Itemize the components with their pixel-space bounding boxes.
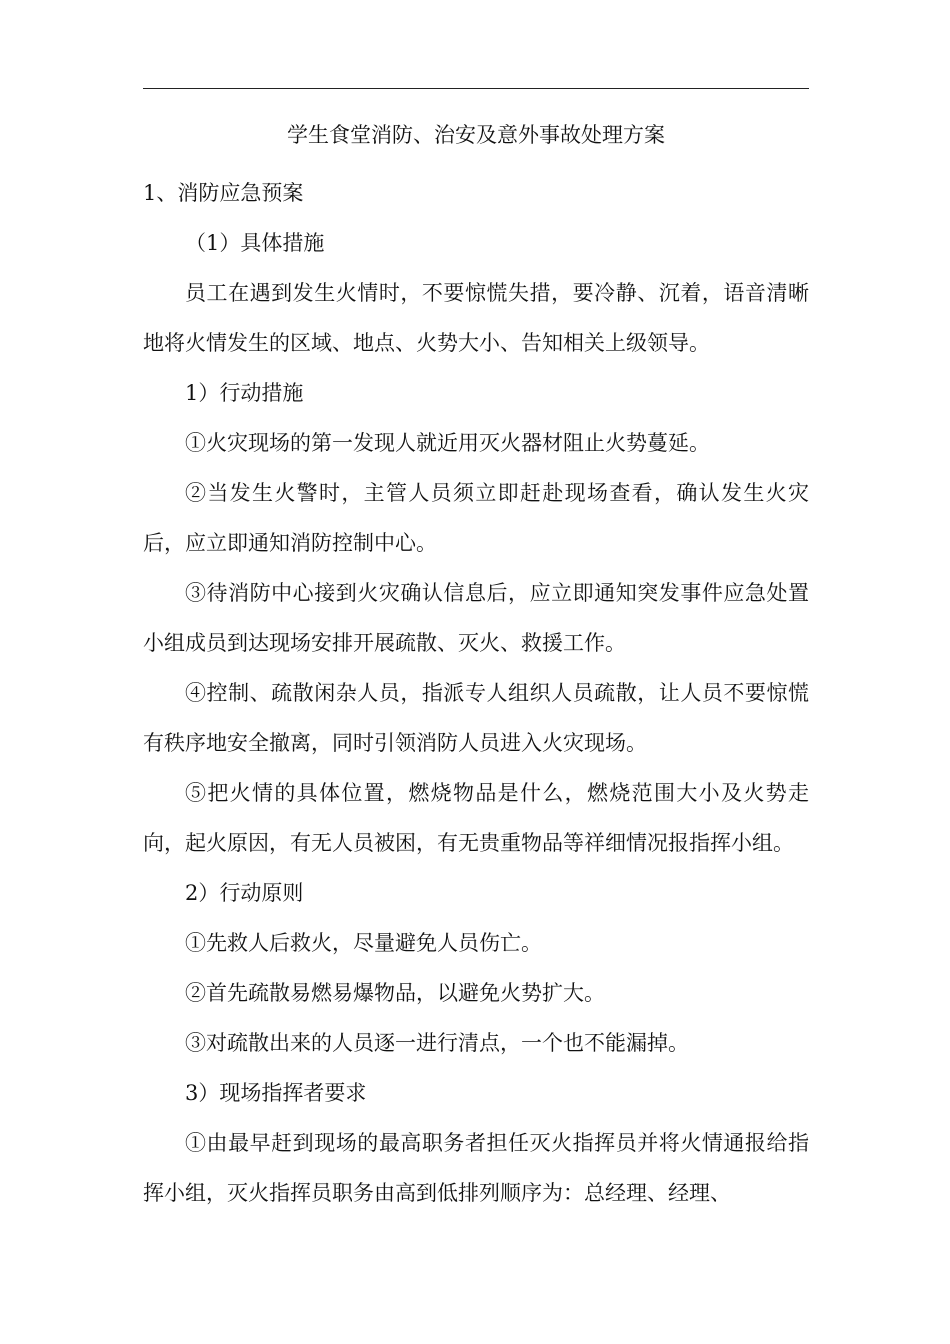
paragraph: ⑤把火情的具体位置，燃烧物品是什么，燃烧范围大小及火势走向，起火原因，有无人员被困，有无贵重物品等祥细情况报指挥小组。	[143, 781, 809, 855]
paragraph: ①先救人后救火，尽量避免人员伤亡。	[185, 931, 542, 955]
paragraph: 1）行动措施	[185, 381, 304, 405]
paragraph: 1、消防应急预案	[143, 181, 304, 205]
document-title: 学生食堂消防、治安及意外事故处理方案	[287, 123, 665, 147]
paragraph: 3）现场指挥者要求	[185, 1081, 367, 1105]
paragraph: ③对疏散出来的人员逐一进行清点，一个也不能漏掉。	[185, 1031, 689, 1055]
paragraph: （1）具体措施	[185, 231, 325, 255]
paragraph: ①由最早赶到现场的最高职务者担任灭火指挥员并将火情通报给指挥小组，灭火指挥员职务由高到低排列顺序为：总经理、经理、	[143, 1131, 809, 1205]
header-rule	[143, 88, 809, 89]
paragraph: 员工在遇到发生火情时，不要惊慌失措，要冷静、沉着，语音清晰地将火情发生的区域、地点、火势大小、告知相关上级领导。	[143, 281, 809, 355]
document-body	[143, 168, 809, 1218]
paragraph: ①火灾现场的第一发现人就近用灭火器材阻止火势蔓延。	[185, 431, 710, 455]
paragraph: ②首先疏散易燃易爆物品，以避免火势扩大。	[185, 981, 605, 1005]
paragraph: ④控制、疏散闲杂人员，指派专人组织人员疏散，让人员不要惊慌有秩序地安全撤离，同时引领消防人员进入火灾现场。	[143, 681, 809, 755]
paragraph: 2）行动原则	[185, 881, 304, 905]
paragraph: ②当发生火警时，主管人员须立即赶赴现场查看，确认发生火灾后，应立即通知消防控制中心。	[143, 481, 809, 555]
paragraph: ③待消防中心接到火灾确认信息后，应立即通知突发事件应急处置小组成员到达现场安排开展疏散、灭火、救援工作。	[143, 581, 809, 655]
